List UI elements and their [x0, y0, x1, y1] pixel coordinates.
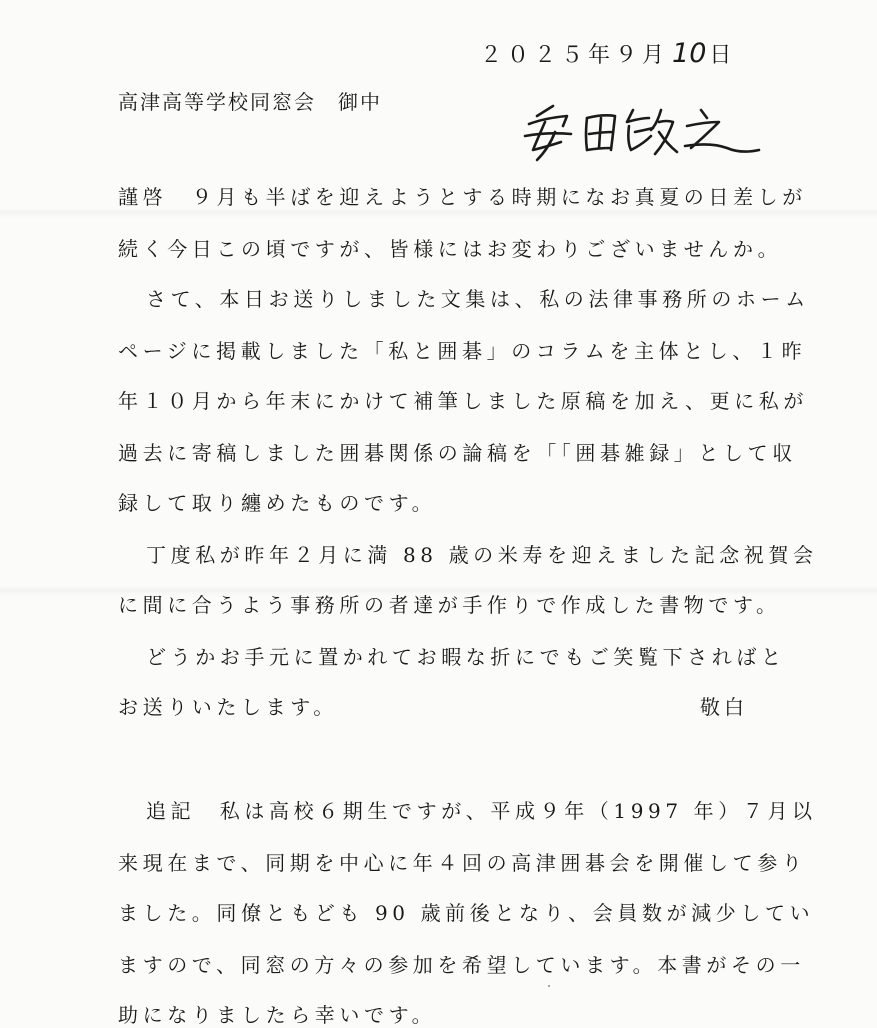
- closing-word: 敬白: [700, 695, 748, 719]
- body-line: 謹啓 ９月も半ばを迎えようとする時期になお真夏の日差しが: [118, 185, 807, 209]
- handwritten-day: 10: [672, 38, 707, 69]
- handwritten-signature: [515, 88, 765, 168]
- body-line: 続く今日この頃ですが、皆様にはお変わりございませんか。: [118, 237, 783, 261]
- signature-image: [515, 88, 765, 168]
- paper-speck: [548, 985, 550, 987]
- body-line: さて、本日お送りしました文集は、私の法律事務所のホーム: [146, 287, 810, 311]
- date-prefix: ２０２５年９月: [480, 43, 670, 68]
- body-line: お送りいたします。: [118, 695, 338, 719]
- body-line: どうかお手元に置かれてお暇な折にでもご笑覧下さればと: [146, 645, 786, 669]
- postscript-line: ました。同僚ともども 90 歳前後となり、会員数が減少してい: [118, 901, 815, 925]
- postscript-line: 来現在まで、同期を中心に年４回の高津囲碁会を開催して参り: [118, 851, 807, 875]
- postscript-line: 追記 私は高校６期生ですが、平成９年（1997 年）７月以: [146, 799, 817, 823]
- body-line: 録して取り纏めたものです。: [118, 491, 437, 515]
- postscript-line: ますので、同窓の方々の参加を希望しています。本書がその一: [118, 953, 805, 977]
- body-line: ページに掲載しました「私と囲碁」のコラムを主体とし、１昨: [118, 339, 807, 363]
- body-line: 年１０月から年末にかけて補筆しました原稿を加え、更に私が: [118, 389, 808, 413]
- postscript-line: 助になりましたら幸いです。: [118, 1003, 437, 1027]
- letter-date: [480, 38, 736, 69]
- body-line: に間に合うよう事務所の者達が手作りで作成した書物です。: [118, 593, 781, 617]
- date-suffix: 日: [709, 43, 737, 68]
- body-line: 丁度私が昨年２月に満 88 歳の米寿を迎えました記念祝賀会: [146, 543, 818, 567]
- body-line: 過去に寄稿しました囲碁関係の論稿を「「囲碁雑録」として収: [118, 441, 797, 465]
- addressee: 高津高等学校同窓会 御中: [118, 90, 382, 114]
